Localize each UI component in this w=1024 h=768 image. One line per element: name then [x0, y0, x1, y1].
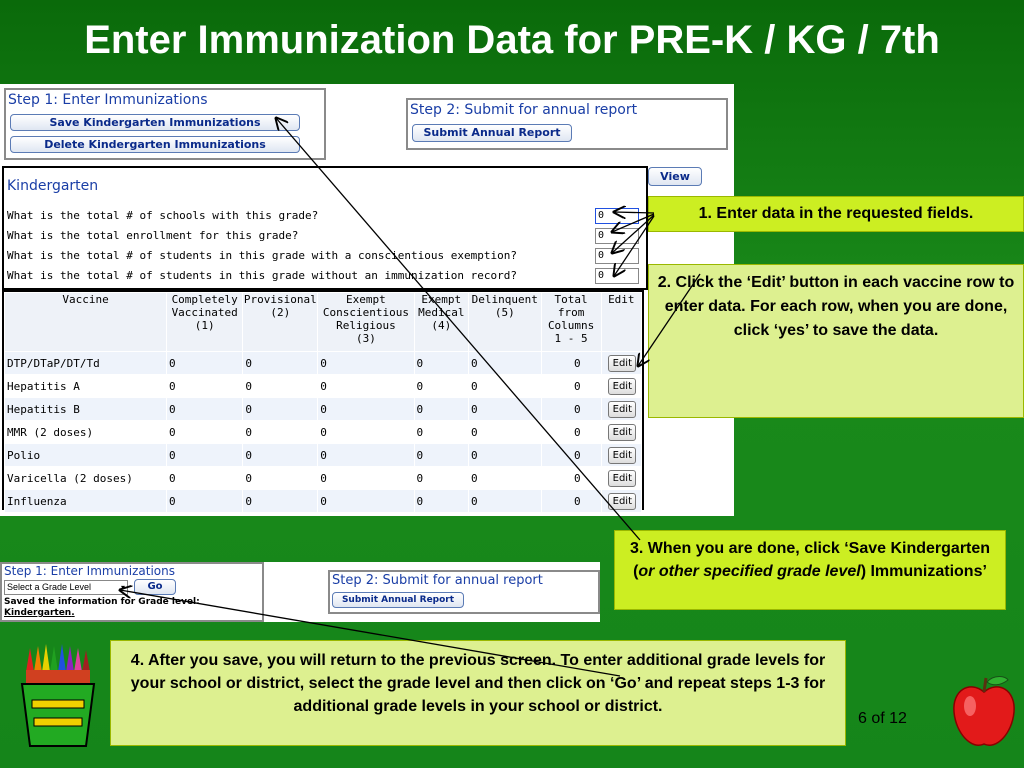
edit-cell [601, 421, 641, 444]
table-cell: 0 [469, 490, 542, 513]
lower-step2-title: Step 2: Submit for annual report [332, 573, 543, 588]
column-header: Total from Columns 1 - 5 [541, 293, 601, 352]
callout-step4: 4. After you save, you will return to the previous screen. To enter additional grade levels for your school or district, select the grade level and then click on ‘Go’ and repeat steps 1-3 for additional grade levels in your school or district. [110, 640, 846, 746]
question-row [7, 266, 643, 286]
grade-heading: Kindergarten [7, 178, 99, 194]
table-cell: 0 [167, 352, 243, 375]
table-cell: 0 [243, 490, 318, 513]
table-cell: 0 [541, 444, 601, 467]
table-cell: 0 [414, 352, 468, 375]
table-cell: 0 [469, 375, 542, 398]
chevron-down-icon: ▾ [120, 583, 125, 592]
step2-title: Step 2: Submit for annual report [410, 102, 638, 118]
vaccine-name: MMR (2 doses) [5, 421, 167, 444]
callout-step2: 2. Click the ‘Edit’ button in each vaccine row to enter data. For each row, when you are done, click ‘yes’ to save the data. [648, 264, 1024, 418]
question-label: What is the total # of students in this grade without an immunization record? [7, 269, 517, 282]
question-label: What is the total # of schools with this grade? [7, 209, 319, 222]
table-cell: 0 [243, 467, 318, 490]
table-cell: 0 [414, 444, 468, 467]
table-row [5, 352, 642, 375]
question-row [7, 206, 643, 226]
saved-grade-link[interactable]: Kindergarten. [4, 608, 75, 618]
vaccine-name: Influenza [5, 490, 167, 513]
table-cell: 0 [469, 398, 542, 421]
callout-step3-part3: ) Immunizations’ [860, 563, 987, 580]
question-label: What is the total # of students in this grade with a conscientious exemption? [7, 249, 517, 262]
table-row [5, 398, 642, 421]
table-cell: 0 [414, 490, 468, 513]
vaccine-table-panel [2, 290, 644, 510]
lower-step2-panel [328, 570, 600, 614]
slide-title: Enter Immunization Data for PRE-K / KG / 7th [84, 18, 940, 62]
lower-step1-panel [0, 562, 264, 622]
question-input[interactable]: 0 [595, 228, 639, 244]
table-cell: 0 [167, 375, 243, 398]
table-row [5, 421, 642, 444]
table-cell: 0 [318, 421, 414, 444]
question-list [7, 206, 643, 286]
column-header: Vaccine [5, 293, 167, 352]
edit-button[interactable]: Edit [608, 447, 636, 464]
callout-step3-part1: 3. When you are done, click ‘Save Kindergarten ( [629, 540, 991, 580]
edit-cell [601, 467, 641, 490]
column-header: Provisional (2) [243, 293, 318, 352]
question-label: What is the total enrollment for this grade? [7, 229, 299, 242]
edit-button[interactable]: Edit [608, 424, 636, 441]
table-cell: 0 [167, 444, 243, 467]
edit-button[interactable]: Edit [608, 401, 636, 418]
vaccine-name: Hepatitis A [5, 375, 167, 398]
submit-annual-report-button[interactable]: Submit Annual Report [412, 124, 572, 142]
callout-step3-italic: or other specified grade level [638, 563, 861, 580]
table-cell: 0 [318, 467, 414, 490]
vaccine-name: Varicella (2 doses) [5, 467, 167, 490]
table-cell: 0 [414, 467, 468, 490]
grade-questions-panel [2, 166, 648, 290]
vaccine-name: Hepatitis B [5, 398, 167, 421]
table-row [5, 375, 642, 398]
table-cell: 0 [318, 352, 414, 375]
table-cell: 0 [318, 398, 414, 421]
view-button[interactable]: View [648, 167, 702, 186]
saved-message: Saved the information for Grade level: [4, 597, 200, 607]
table-row [5, 444, 642, 467]
table-cell: 0 [414, 421, 468, 444]
table-cell: 0 [318, 490, 414, 513]
table-cell: 0 [541, 421, 601, 444]
crayons-icon [16, 642, 100, 750]
table-cell: 0 [167, 467, 243, 490]
vaccine-table [4, 292, 642, 513]
grade-level-select[interactable] [4, 580, 128, 595]
callout-step3 [614, 530, 1006, 610]
table-cell: 0 [167, 421, 243, 444]
table-cell: 0 [414, 375, 468, 398]
column-header: Edit [601, 293, 641, 352]
edit-button[interactable]: Edit [608, 470, 636, 487]
table-cell: 0 [541, 352, 601, 375]
table-cell: 0 [167, 490, 243, 513]
table-cell: 0 [243, 375, 318, 398]
table-cell: 0 [541, 490, 601, 513]
table-cell: 0 [243, 398, 318, 421]
question-row [7, 246, 643, 266]
delete-kindergarten-button[interactable]: Delete Kindergarten Immunizations [10, 136, 300, 153]
table-cell: 0 [469, 444, 542, 467]
grade-level-select-value: Select a Grade Level [7, 582, 92, 592]
question-input[interactable]: 0 [595, 208, 639, 224]
column-header: Exempt Conscientious Religious (3) [318, 293, 414, 352]
column-header: Exempt Medical (4) [414, 293, 468, 352]
edit-cell [601, 444, 641, 467]
page-number: 6 of 12 [858, 710, 907, 727]
immunization-form-screenshot [0, 84, 734, 516]
edit-cell [601, 352, 641, 375]
edit-button[interactable]: Edit [608, 355, 636, 372]
save-kindergarten-button[interactable]: Save Kindergarten Immunizations [10, 114, 300, 131]
step2-panel [406, 98, 728, 150]
column-header: Delinquent (5) [469, 293, 542, 352]
table-cell: 0 [541, 398, 601, 421]
question-row [7, 226, 643, 246]
edit-cell [601, 398, 641, 421]
table-cell: 0 [243, 421, 318, 444]
vaccine-name: DTP/DTaP/DT/Td [5, 352, 167, 375]
table-cell: 0 [469, 352, 542, 375]
grade-select-screenshot [0, 562, 600, 622]
callout-step1: 1. Enter data in the requested fields. [648, 196, 1024, 232]
table-cell: 0 [167, 398, 243, 421]
table-cell: 0 [541, 467, 601, 490]
table-cell: 0 [243, 444, 318, 467]
step1-panel [4, 88, 326, 160]
lower-submit-annual-report-button[interactable]: Submit Annual Report [332, 592, 464, 608]
table-header-row [5, 293, 642, 352]
saved-grade-label: Kindergarten [4, 608, 72, 618]
step1-title: Step 1: Enter Immunizations [8, 92, 208, 108]
table-cell: 0 [469, 467, 542, 490]
table-cell: 0 [469, 421, 542, 444]
edit-cell [601, 490, 641, 513]
table-cell: 0 [414, 398, 468, 421]
table-cell: 0 [318, 375, 414, 398]
lower-step1-title: Step 1: Enter Immunizations [4, 564, 176, 578]
question-input[interactable]: 0 [595, 268, 639, 284]
table-cell: 0 [541, 375, 601, 398]
edit-button[interactable]: Edit [608, 493, 636, 510]
edit-button[interactable]: Edit [608, 378, 636, 395]
table-row [5, 467, 642, 490]
table-row [5, 490, 642, 513]
table-cell: 0 [243, 352, 318, 375]
edit-cell [601, 375, 641, 398]
go-button[interactable]: Go [134, 579, 176, 595]
question-input[interactable]: 0 [595, 248, 639, 264]
table-cell: 0 [318, 444, 414, 467]
vaccine-name: Polio [5, 444, 167, 467]
apple-icon [950, 672, 1018, 752]
column-header: Completely Vaccinated (1) [167, 293, 243, 352]
